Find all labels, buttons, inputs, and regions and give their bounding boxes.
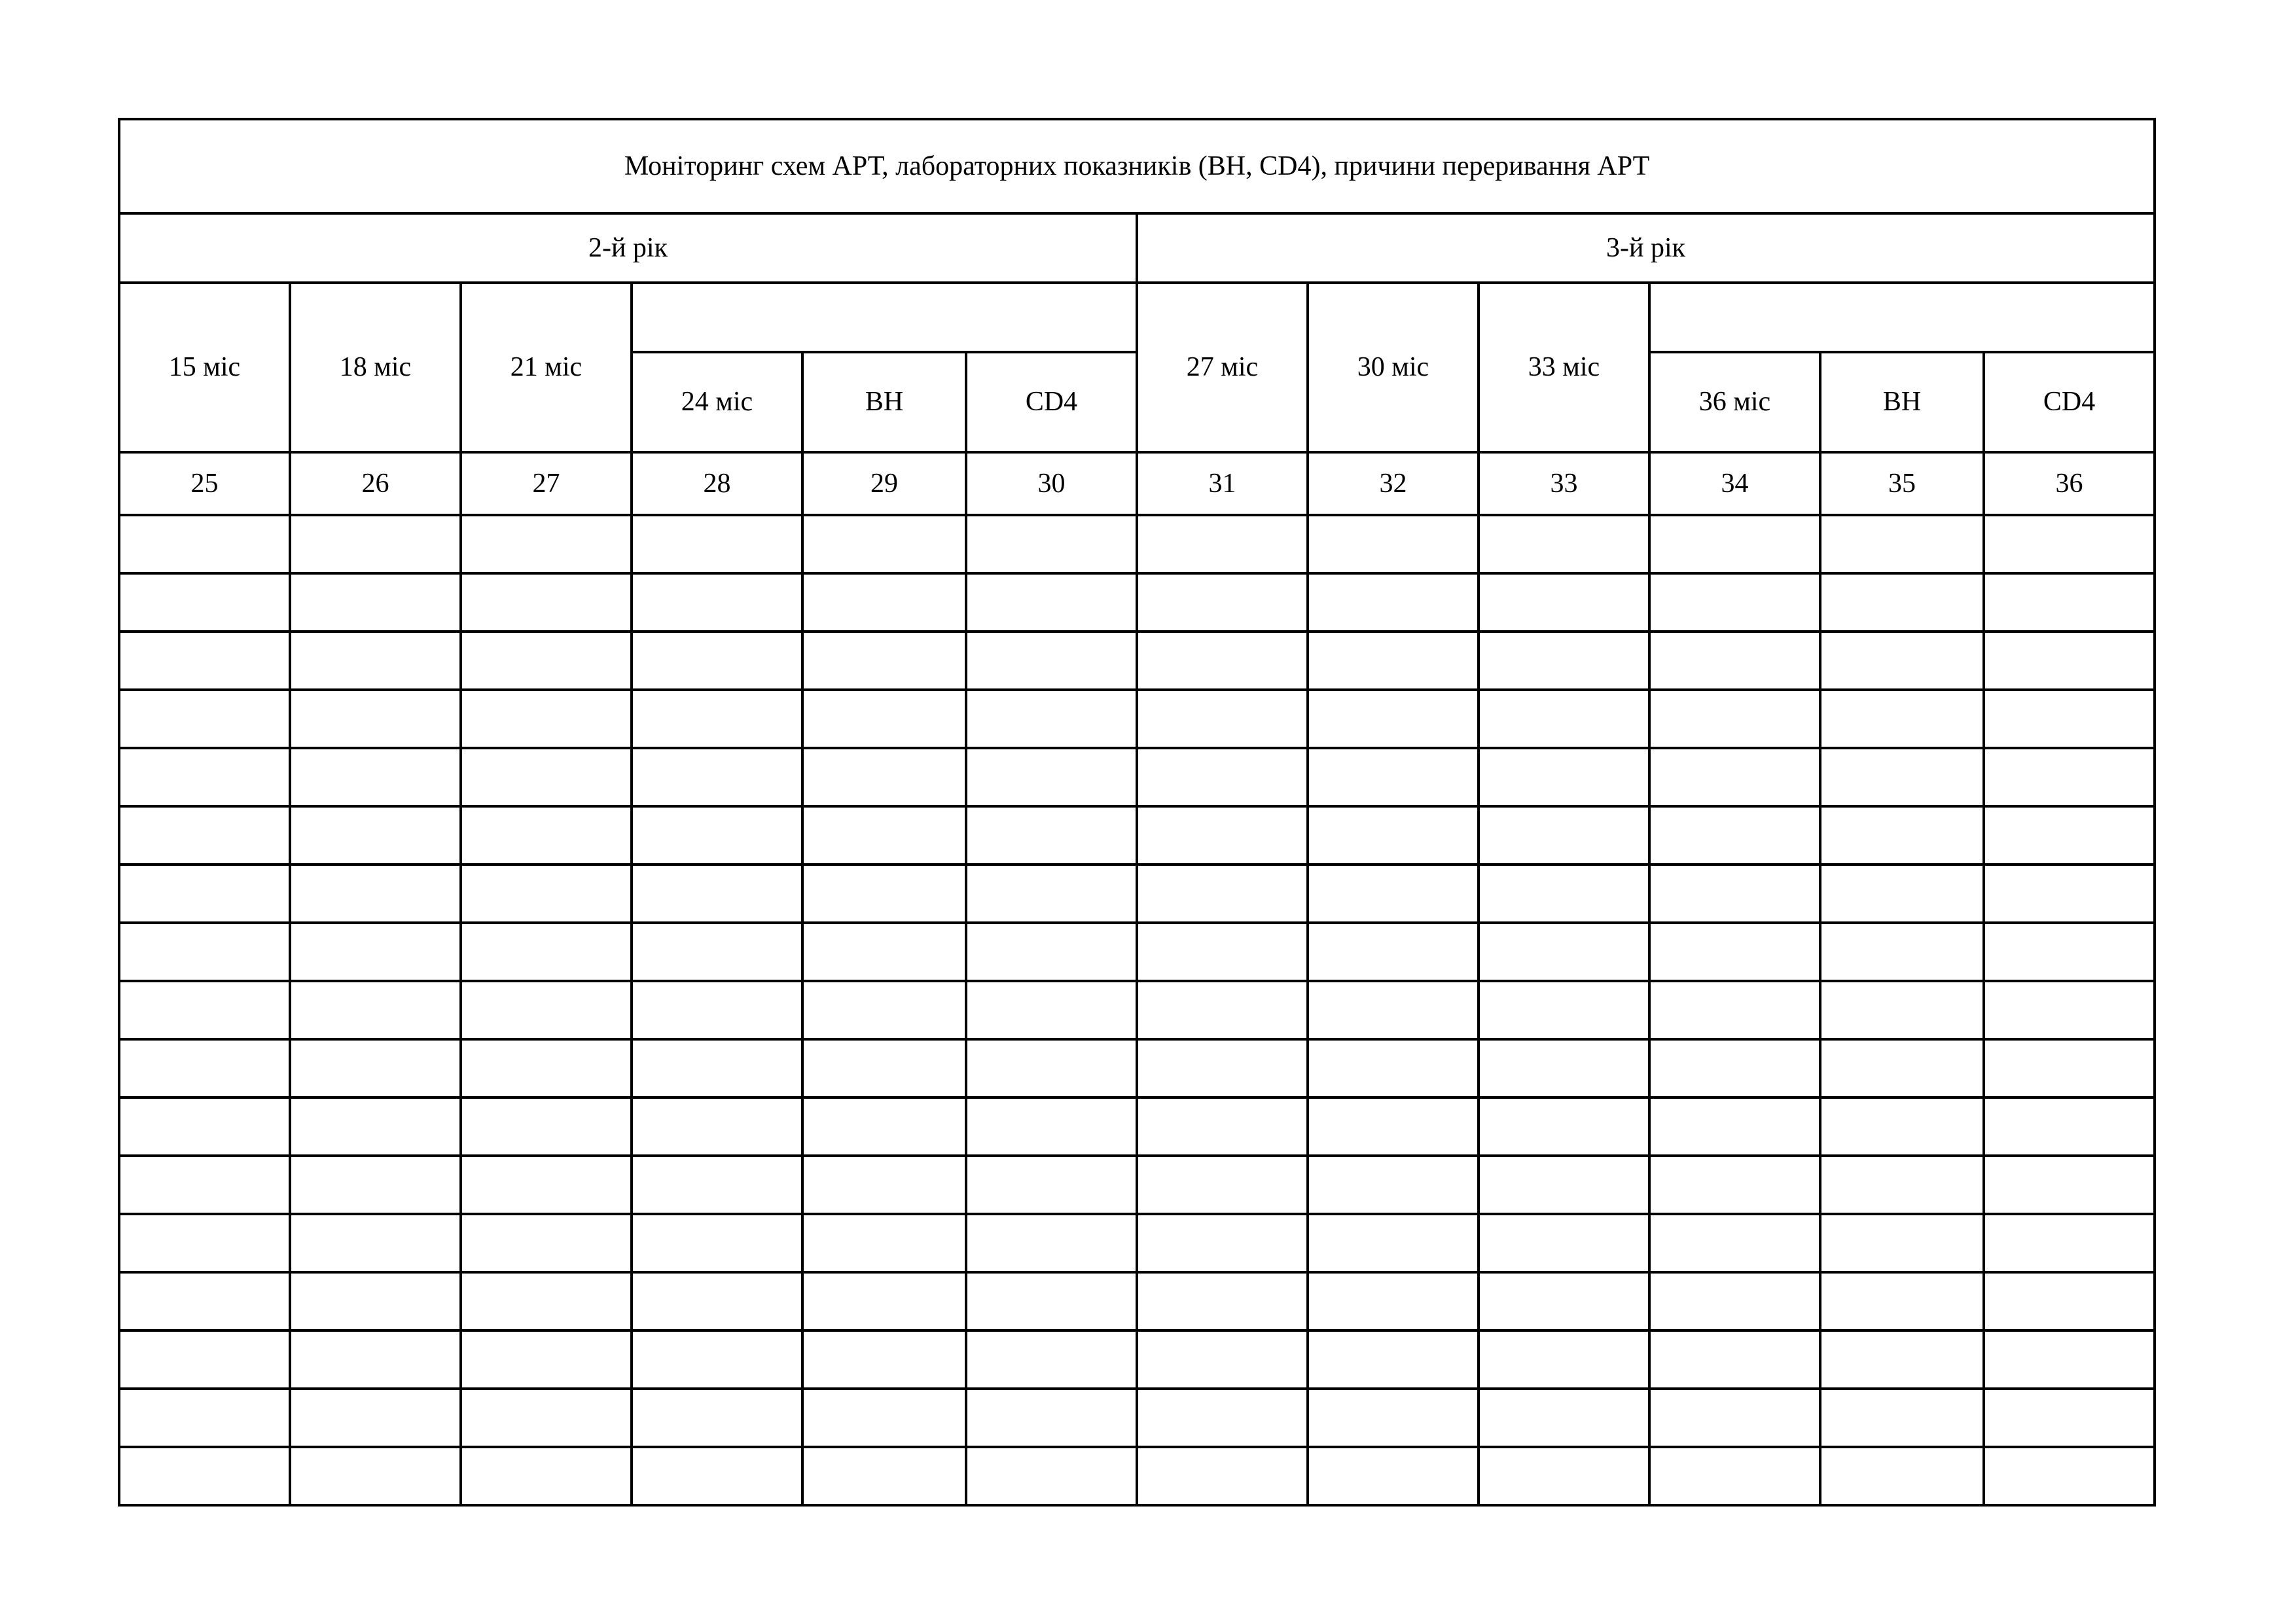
blank-cell[interactable]	[290, 923, 461, 981]
blank-cell[interactable]	[1137, 690, 1308, 748]
blank-cell[interactable]	[802, 690, 966, 748]
month-24-header: 24 міс	[632, 352, 802, 452]
blank-cell[interactable]	[1984, 1039, 2155, 1097]
viral-load-header-year3: ВН	[1820, 352, 1984, 452]
blank-cell[interactable]	[1137, 981, 1308, 1039]
blank-cell[interactable]	[966, 806, 1137, 865]
blank-cell[interactable]	[290, 865, 461, 923]
blank-cell[interactable]	[1308, 690, 1479, 748]
blank-cell[interactable]	[1820, 1272, 1984, 1330]
blank-cell[interactable]	[1649, 1214, 1820, 1272]
blank-cell[interactable]	[1137, 1389, 1308, 1447]
blank-cell[interactable]	[461, 923, 632, 981]
blank-cell[interactable]	[1649, 1330, 1820, 1389]
blank-cell[interactable]	[802, 1214, 966, 1272]
blank-cell[interactable]	[1308, 1389, 1479, 1447]
blank-cell[interactable]	[119, 865, 290, 923]
table-row	[119, 1272, 2155, 1330]
blank-cell[interactable]	[1479, 748, 1649, 806]
blank-cell[interactable]	[1820, 748, 1984, 806]
blank-cell[interactable]	[632, 1039, 802, 1097]
blank-cell[interactable]	[632, 865, 802, 923]
blank-cell[interactable]	[119, 1097, 290, 1156]
blank-cell[interactable]	[1479, 923, 1649, 981]
blank-cell[interactable]	[632, 1330, 802, 1389]
blank-cell[interactable]	[1820, 1447, 1984, 1505]
column-number: 29	[802, 452, 966, 515]
table-row	[119, 1156, 2155, 1214]
blank-cell[interactable]	[1137, 1039, 1308, 1097]
blank-cell[interactable]	[1820, 1097, 1984, 1156]
blank-cell[interactable]	[1649, 632, 1820, 690]
blank-cell[interactable]	[1820, 515, 1984, 573]
blank-cell[interactable]	[461, 865, 632, 923]
blank-cell[interactable]	[632, 1097, 802, 1156]
blank-cell[interactable]	[1308, 1039, 1479, 1097]
blank-cell[interactable]	[290, 748, 461, 806]
blank-cell[interactable]	[119, 573, 290, 632]
table-row	[119, 1097, 2155, 1156]
blank-cell[interactable]	[802, 1039, 966, 1097]
blank-cell[interactable]	[1984, 632, 2155, 690]
month-24-group-top	[632, 283, 1137, 352]
blank-cell[interactable]	[802, 573, 966, 632]
blank-cell[interactable]	[802, 806, 966, 865]
blank-cell[interactable]	[1984, 1389, 2155, 1447]
blank-cell[interactable]	[1820, 923, 1984, 981]
blank-cell[interactable]	[119, 1447, 290, 1505]
blank-cell[interactable]	[802, 1272, 966, 1330]
table-title: Моніторинг схем АРТ, лабораторних показників (ВН, CD4), причини переривання АРТ	[119, 119, 2155, 213]
blank-cell[interactable]	[1984, 573, 2155, 632]
blank-cell[interactable]	[1820, 1039, 1984, 1097]
blank-cell[interactable]	[802, 632, 966, 690]
blank-cell[interactable]	[632, 1447, 802, 1505]
month-30-header: 30 міс	[1308, 283, 1479, 452]
blank-cell[interactable]	[1137, 632, 1308, 690]
blank-cell[interactable]	[1820, 981, 1984, 1039]
blank-cell[interactable]	[461, 690, 632, 748]
blank-cell[interactable]	[1137, 1097, 1308, 1156]
blank-cell[interactable]	[1137, 1214, 1308, 1272]
blank-cell[interactable]	[1308, 515, 1479, 573]
blank-cell[interactable]	[966, 1447, 1137, 1505]
blank-cell[interactable]	[802, 1156, 966, 1214]
column-number-row	[119, 452, 2155, 515]
blank-cell[interactable]	[1649, 1389, 1820, 1447]
month-36-group-top	[1649, 283, 2155, 352]
blank-cell[interactable]	[1984, 1156, 2155, 1214]
blank-cell[interactable]	[1984, 515, 2155, 573]
blank-cell[interactable]	[461, 573, 632, 632]
blank-cell[interactable]	[1649, 806, 1820, 865]
blank-cell[interactable]	[1649, 981, 1820, 1039]
blank-cell[interactable]	[1308, 1447, 1479, 1505]
blank-cell[interactable]	[632, 1272, 802, 1330]
table-row	[119, 1214, 2155, 1272]
blank-cell[interactable]	[802, 515, 966, 573]
blank-cell[interactable]	[966, 748, 1137, 806]
blank-cell[interactable]	[461, 806, 632, 865]
table-row	[119, 865, 2155, 923]
blank-cell[interactable]	[802, 748, 966, 806]
blank-cell[interactable]	[1479, 1447, 1649, 1505]
year-2-header: 2-й рік	[119, 213, 1137, 283]
blank-cell[interactable]	[632, 806, 802, 865]
table-row	[119, 515, 2155, 573]
blank-cell[interactable]	[119, 1156, 290, 1214]
blank-cell[interactable]	[632, 690, 802, 748]
blank-cell[interactable]	[966, 573, 1137, 632]
blank-cell[interactable]	[1308, 865, 1479, 923]
blank-cell[interactable]	[1984, 1214, 2155, 1272]
blank-cell[interactable]	[1137, 1272, 1308, 1330]
blank-cell[interactable]	[119, 981, 290, 1039]
blank-cell[interactable]	[119, 515, 290, 573]
month-15-header: 15 міс	[119, 283, 290, 452]
blank-cell[interactable]	[1479, 1097, 1649, 1156]
blank-cell[interactable]	[632, 632, 802, 690]
blank-cell[interactable]	[461, 1272, 632, 1330]
blank-cell[interactable]	[1479, 1389, 1649, 1447]
month-18-header: 18 міс	[290, 283, 461, 452]
blank-cell[interactable]	[1649, 865, 1820, 923]
blank-cell[interactable]	[632, 1156, 802, 1214]
blank-cell[interactable]	[966, 1097, 1137, 1156]
blank-cell[interactable]	[1479, 806, 1649, 865]
blank-cell[interactable]	[1820, 806, 1984, 865]
blank-cell[interactable]	[1479, 515, 1649, 573]
column-number: 27	[461, 452, 632, 515]
blank-cell[interactable]	[119, 1214, 290, 1272]
month-33-header: 33 міс	[1479, 283, 1649, 452]
blank-cell[interactable]	[461, 515, 632, 573]
blank-cell[interactable]	[802, 865, 966, 923]
column-number: 33	[1479, 452, 1649, 515]
blank-cell[interactable]	[1649, 690, 1820, 748]
blank-cell[interactable]	[1479, 573, 1649, 632]
blank-cell[interactable]	[290, 1097, 461, 1156]
blank-cell[interactable]	[1308, 1156, 1479, 1214]
blank-cell[interactable]	[1308, 923, 1479, 981]
blank-cell[interactable]	[1820, 632, 1984, 690]
year-3-header: 3-й рік	[1137, 213, 2155, 283]
blank-cell[interactable]	[1137, 865, 1308, 923]
month-27-header: 27 міс	[1137, 283, 1308, 452]
blank-cell[interactable]	[290, 1447, 461, 1505]
column-number: 26	[290, 452, 461, 515]
blank-cell[interactable]	[1308, 1097, 1479, 1156]
blank-cell[interactable]	[1479, 1272, 1649, 1330]
blank-cell[interactable]	[461, 632, 632, 690]
blank-cell[interactable]	[802, 923, 966, 981]
blank-cell[interactable]	[632, 515, 802, 573]
blank-cell[interactable]	[1308, 1214, 1479, 1272]
blank-cell[interactable]	[290, 573, 461, 632]
blank-cell[interactable]	[1984, 981, 2155, 1039]
blank-cell[interactable]	[1984, 1330, 2155, 1389]
year-header-row	[119, 213, 2155, 283]
blank-cell[interactable]	[1479, 1214, 1649, 1272]
table-row	[119, 981, 2155, 1039]
blank-cell[interactable]	[461, 981, 632, 1039]
blank-cell[interactable]	[290, 1389, 461, 1447]
month-36-header: 36 міс	[1649, 352, 1820, 452]
blank-cell[interactable]	[290, 981, 461, 1039]
blank-cell[interactable]	[1820, 1389, 1984, 1447]
blank-cell[interactable]	[1137, 1447, 1308, 1505]
blank-cell[interactable]	[1308, 573, 1479, 632]
blank-cell[interactable]	[966, 923, 1137, 981]
blank-cell[interactable]	[1308, 748, 1479, 806]
blank-cell[interactable]	[1984, 690, 2155, 748]
column-number: 28	[632, 452, 802, 515]
blank-cell[interactable]	[1479, 865, 1649, 923]
blank-cell[interactable]	[802, 1389, 966, 1447]
blank-cell[interactable]	[290, 1156, 461, 1214]
blank-cell[interactable]	[290, 806, 461, 865]
blank-cell[interactable]	[966, 690, 1137, 748]
blank-cell[interactable]	[1820, 1156, 1984, 1214]
blank-cell[interactable]	[1479, 1039, 1649, 1097]
blank-cell[interactable]	[1984, 1272, 2155, 1330]
blank-cell[interactable]	[632, 923, 802, 981]
blank-cell[interactable]	[1984, 923, 2155, 981]
blank-cell[interactable]	[1820, 1214, 1984, 1272]
blank-cell[interactable]	[1649, 923, 1820, 981]
column-number: 35	[1820, 452, 1984, 515]
blank-cell[interactable]	[1137, 1156, 1308, 1214]
blank-cell[interactable]	[119, 923, 290, 981]
blank-cell[interactable]	[966, 981, 1137, 1039]
art-monitoring-table	[118, 118, 2156, 1507]
table-row	[119, 1389, 2155, 1447]
blank-cell[interactable]	[1308, 806, 1479, 865]
blank-cell[interactable]	[1649, 1097, 1820, 1156]
blank-cell[interactable]	[1479, 632, 1649, 690]
blank-cell[interactable]	[1137, 806, 1308, 865]
blank-cell[interactable]	[461, 1214, 632, 1272]
blank-cell[interactable]	[966, 1156, 1137, 1214]
blank-cell[interactable]	[461, 1097, 632, 1156]
blank-cell[interactable]	[119, 1039, 290, 1097]
blank-cell[interactable]	[966, 1330, 1137, 1389]
blank-cell[interactable]	[802, 981, 966, 1039]
table-row	[119, 1039, 2155, 1097]
blank-cell[interactable]	[632, 573, 802, 632]
blank-cell[interactable]	[461, 748, 632, 806]
cd4-header-year3: CD4	[1984, 352, 2155, 452]
viral-load-header-year2: ВН	[802, 352, 966, 452]
table-row	[119, 748, 2155, 806]
blank-cell[interactable]	[1649, 1272, 1820, 1330]
blank-cell[interactable]	[632, 748, 802, 806]
table-row	[119, 923, 2155, 981]
blank-cell[interactable]	[966, 1389, 1137, 1447]
blank-cell[interactable]	[1984, 1447, 2155, 1505]
month-21-header: 21 міс	[461, 283, 632, 452]
blank-cell[interactable]	[1820, 1330, 1984, 1389]
blank-cell[interactable]	[1649, 573, 1820, 632]
blank-cell[interactable]	[1649, 748, 1820, 806]
blank-cell[interactable]	[1649, 1447, 1820, 1505]
table-row	[119, 573, 2155, 632]
table-row	[119, 806, 2155, 865]
blank-cell[interactable]	[966, 865, 1137, 923]
column-number: 36	[1984, 452, 2155, 515]
table-row	[119, 1330, 2155, 1389]
blank-cell[interactable]	[966, 632, 1137, 690]
blank-cell[interactable]	[461, 1447, 632, 1505]
cd4-header-year2: CD4	[966, 352, 1137, 452]
blank-cell[interactable]	[1479, 1156, 1649, 1214]
blank-cell[interactable]	[119, 806, 290, 865]
blank-cell[interactable]	[290, 1039, 461, 1097]
blank-cell[interactable]	[1137, 923, 1308, 981]
blank-cell[interactable]	[461, 1389, 632, 1447]
blank-cell[interactable]	[1984, 806, 2155, 865]
blank-cell[interactable]	[802, 1330, 966, 1389]
blank-cell[interactable]	[1820, 690, 1984, 748]
blank-cell[interactable]	[966, 1214, 1137, 1272]
blank-cell[interactable]	[119, 748, 290, 806]
column-number: 34	[1649, 452, 1820, 515]
blank-cell[interactable]	[290, 1214, 461, 1272]
column-number: 32	[1308, 452, 1479, 515]
blank-cell[interactable]	[1984, 748, 2155, 806]
column-number: 30	[966, 452, 1137, 515]
blank-cell[interactable]	[119, 632, 290, 690]
blank-cell[interactable]	[1984, 1097, 2155, 1156]
blank-cell[interactable]	[119, 1389, 290, 1447]
blank-cell[interactable]	[1984, 865, 2155, 923]
blank-cell[interactable]	[966, 515, 1137, 573]
blank-cell[interactable]	[461, 1330, 632, 1389]
table-title-row	[119, 119, 2155, 213]
blank-cell[interactable]	[802, 1097, 966, 1156]
blank-cell[interactable]	[1137, 1330, 1308, 1389]
table-row	[119, 1447, 2155, 1505]
column-number: 25	[119, 452, 290, 515]
blank-cell[interactable]	[632, 1389, 802, 1447]
blank-cell[interactable]	[1820, 865, 1984, 923]
blank-cell[interactable]	[966, 1039, 1137, 1097]
blank-cell[interactable]	[119, 690, 290, 748]
blank-cell[interactable]	[1649, 515, 1820, 573]
blank-cell[interactable]	[461, 1156, 632, 1214]
blank-cell[interactable]	[1479, 690, 1649, 748]
blank-cell[interactable]	[290, 1272, 461, 1330]
blank-cell[interactable]	[1649, 1039, 1820, 1097]
blank-cell[interactable]	[290, 632, 461, 690]
blank-cell[interactable]	[1137, 748, 1308, 806]
blank-cell[interactable]	[1308, 632, 1479, 690]
blank-cell[interactable]	[461, 1039, 632, 1097]
blank-cell[interactable]	[966, 1272, 1137, 1330]
table-row	[119, 632, 2155, 690]
blank-cell[interactable]	[1308, 1330, 1479, 1389]
blank-cell[interactable]	[1137, 515, 1308, 573]
column-number: 31	[1137, 452, 1308, 515]
blank-cell[interactable]	[632, 981, 802, 1039]
blank-cell[interactable]	[1820, 573, 1984, 632]
table-row	[119, 690, 2155, 748]
blank-cell[interactable]	[1649, 1156, 1820, 1214]
month-header-row	[119, 283, 2155, 352]
blank-cell[interactable]	[1308, 981, 1479, 1039]
blank-cell[interactable]	[290, 515, 461, 573]
blank-cell[interactable]	[1308, 1272, 1479, 1330]
blank-cell[interactable]	[1479, 981, 1649, 1039]
blank-cell[interactable]	[1479, 1330, 1649, 1389]
blank-cell[interactable]	[119, 1272, 290, 1330]
blank-cell[interactable]	[1137, 573, 1308, 632]
blank-cell[interactable]	[290, 690, 461, 748]
blank-cell[interactable]	[802, 1447, 966, 1505]
blank-cell[interactable]	[290, 1330, 461, 1389]
blank-cell[interactable]	[119, 1330, 290, 1389]
blank-cell[interactable]	[632, 1214, 802, 1272]
